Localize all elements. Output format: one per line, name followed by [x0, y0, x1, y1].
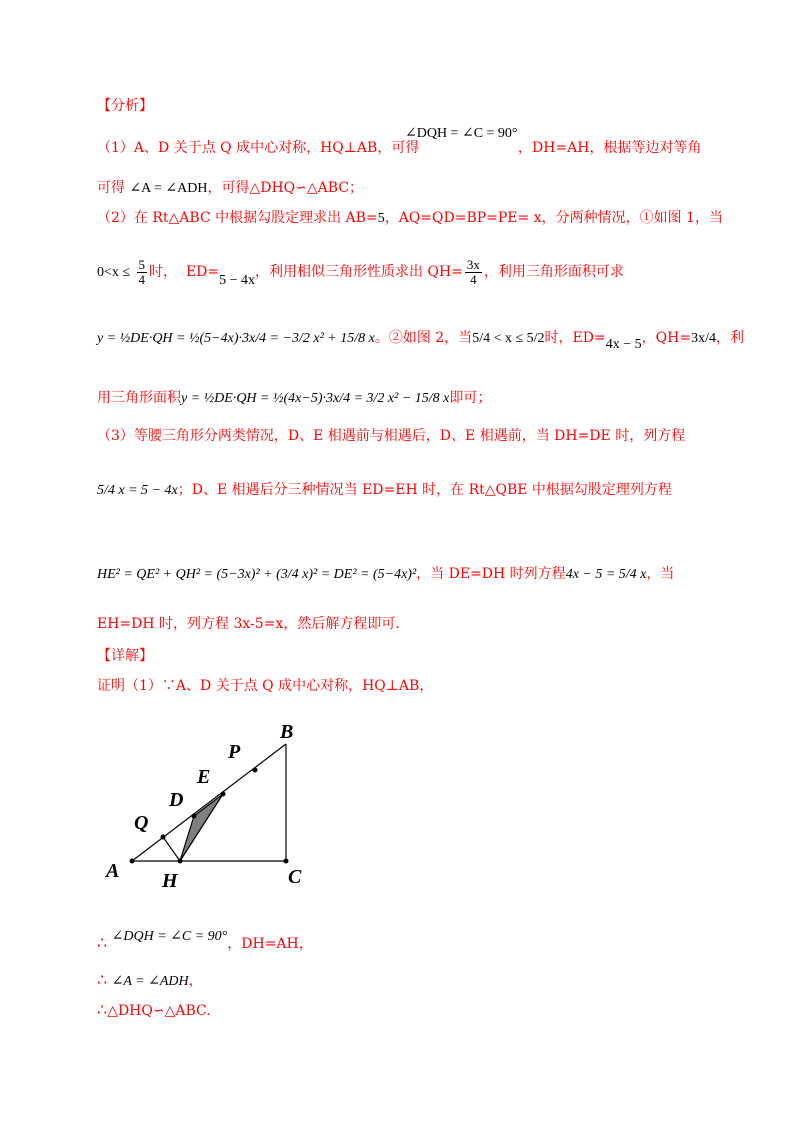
label-a: A — [106, 860, 120, 882]
line-ab — [132, 744, 286, 861]
p9-tail: ，当 — [646, 566, 675, 582]
detail-line-1 — [97, 676, 433, 696]
detail-header-text: 【详解】 — [97, 648, 153, 664]
p5-qh-label: ，QH= — [641, 330, 692, 346]
p3-tail: ，AQ=QD=BP=PE= x，分两种情况，①如图 1，当 — [384, 210, 723, 226]
p4-ed-value: 5 − 4x — [219, 273, 256, 288]
detail-p1-prefix: 证明（1）∵ — [97, 678, 176, 694]
p9-math: HE² = QE² + QH² = (5−3x)² + (3/4 x)² = DE² = (5−4x)² — [97, 567, 417, 582]
detail-line-3 — [97, 970, 203, 992]
detail-c3-text: △DHQ∽△ABC. — [107, 1003, 211, 1019]
analysis-line-3 — [97, 208, 723, 229]
detail-header — [97, 646, 153, 666]
therefore-symbol-2: ∴ — [97, 970, 108, 989]
label-q: Q — [134, 812, 149, 834]
analysis-line-6 — [97, 378, 491, 419]
point-e — [221, 792, 226, 797]
p7-text: （3）等腰三角形分两类情况，D、E 相遇前与相遇后，D、E 相遇前，当 DH=DE 时，列方程 — [97, 428, 686, 444]
p2-math: ∠A = ∠ADH — [129, 181, 208, 196]
p1-text: A、D 关于点 Q 成中心对称，HQ⊥AB，可得 — [133, 140, 420, 156]
detail-line-2 — [97, 930, 313, 958]
p5-ed-value: 4x − 5 — [605, 337, 642, 352]
analysis-line-2 — [97, 178, 363, 199]
p5-case2: 。②如图 2，当 — [374, 330, 473, 346]
analysis-line-9 — [97, 554, 674, 595]
p1-prefix: （1） — [97, 140, 134, 156]
p3-prefix: （2）在 Rt△ABC 中根据勾股定理求出 AB= — [97, 210, 378, 226]
p4-qh-fraction — [465, 258, 482, 287]
p6-math: y = ½DE·QH = ½(4x−5)·3x/4 = 3/2 x² − 15/8 x — [181, 391, 450, 406]
p6-tail: 即可； — [449, 390, 492, 406]
analysis-line-7 — [97, 426, 685, 446]
p4-frac-den: 4 — [138, 271, 146, 287]
label-h: H — [162, 870, 178, 892]
label-p: P — [228, 741, 241, 763]
analysis-line-4 — [97, 252, 624, 293]
analysis-line-1 — [97, 138, 419, 158]
analysis-line-10 — [97, 614, 400, 634]
p4-ed-label: ED= — [185, 264, 220, 280]
geometry-figure — [100, 715, 320, 895]
p8-math: 5/4 x = 5 − 4x — [97, 483, 178, 498]
p3-ab-value: 5 — [377, 211, 385, 226]
analysis-line-1-math — [405, 124, 518, 144]
point-c — [284, 859, 289, 864]
p10-text: EH=DH 时，列方程 3x-5=x，然后解方程即可. — [97, 616, 400, 632]
p9-text: ，当 DE=DH 时列方程 — [416, 566, 566, 582]
p2-tail: ，可得△DHQ∽△ABC； — [207, 180, 364, 196]
analysis-line-8 — [97, 470, 672, 511]
line-qh — [163, 837, 180, 861]
shaded-triangle-dhe — [180, 794, 223, 861]
p9-math2: 4x − 5 = 5/4 x — [565, 567, 647, 582]
analysis-header — [97, 96, 153, 116]
label-b: B — [280, 721, 294, 743]
therefore-symbol-3: ∴ — [97, 1000, 108, 1019]
p4-qh-num: 3x — [466, 256, 480, 272]
point-p — [253, 768, 258, 773]
therefore-symbol-1: ∴ — [97, 933, 108, 952]
point-d — [192, 814, 197, 819]
point-a — [130, 859, 135, 864]
p4-when: 时， — [149, 264, 178, 280]
p5-qh-value: 3x/4 — [691, 331, 716, 346]
p4-tail: ，利用三角形面积可求 — [483, 264, 624, 280]
analysis-header-text: 【分析】 — [97, 98, 153, 114]
analysis-line-5 — [97, 318, 744, 359]
p4-condition: 0<x ≤ — [97, 265, 131, 280]
p1-math: ∠DQH = ∠C = 90° — [405, 126, 518, 141]
p2-prefix: 可得 — [97, 180, 125, 196]
p8-text: ；D、E 相遇后分三种情况当 ED=EH 时，在 Rt△QBE 中根据勾股定理列方程 — [177, 482, 672, 498]
detail-p1-text: A、D 关于点 Q 成中心对称，HQ⊥AB， — [175, 678, 434, 694]
detail-c1-math: ∠DQH = ∠C = 90° — [111, 929, 228, 944]
p5-tail: ，利 — [715, 330, 744, 346]
detail-c2-tail: ， — [188, 973, 203, 989]
detail-line-4 — [97, 1000, 211, 1021]
detail-c2-math: ∠A = ∠ADH — [111, 974, 189, 989]
p6-prefix: 用三角形面积 — [97, 390, 181, 406]
label-e: E — [197, 766, 211, 788]
p5-math: y = ½DE·QH = ½(5−4x)·3x/4 = −3/2 x² + 15/8 x — [97, 331, 375, 346]
label-c: C — [288, 866, 302, 888]
label-d: D — [169, 789, 184, 811]
p4-qh-text: ，利用相似三角形性质求出 QH= — [255, 264, 463, 280]
point-h — [178, 859, 183, 864]
p5-condition: 5/4 < x ≤ 5/2 — [472, 331, 545, 346]
p4-fraction — [137, 258, 148, 287]
point-q — [161, 835, 166, 840]
p1-tail: ，DH=AH，根据等边对等角 — [518, 140, 702, 156]
p4-qh-den: 4 — [470, 271, 477, 287]
p4-frac-num: 5 — [138, 256, 146, 272]
detail-c1-tail: ，DH=AH， — [227, 936, 313, 952]
p5-ed-label: 时，ED= — [544, 330, 606, 346]
analysis-line-1-end — [518, 138, 701, 158]
